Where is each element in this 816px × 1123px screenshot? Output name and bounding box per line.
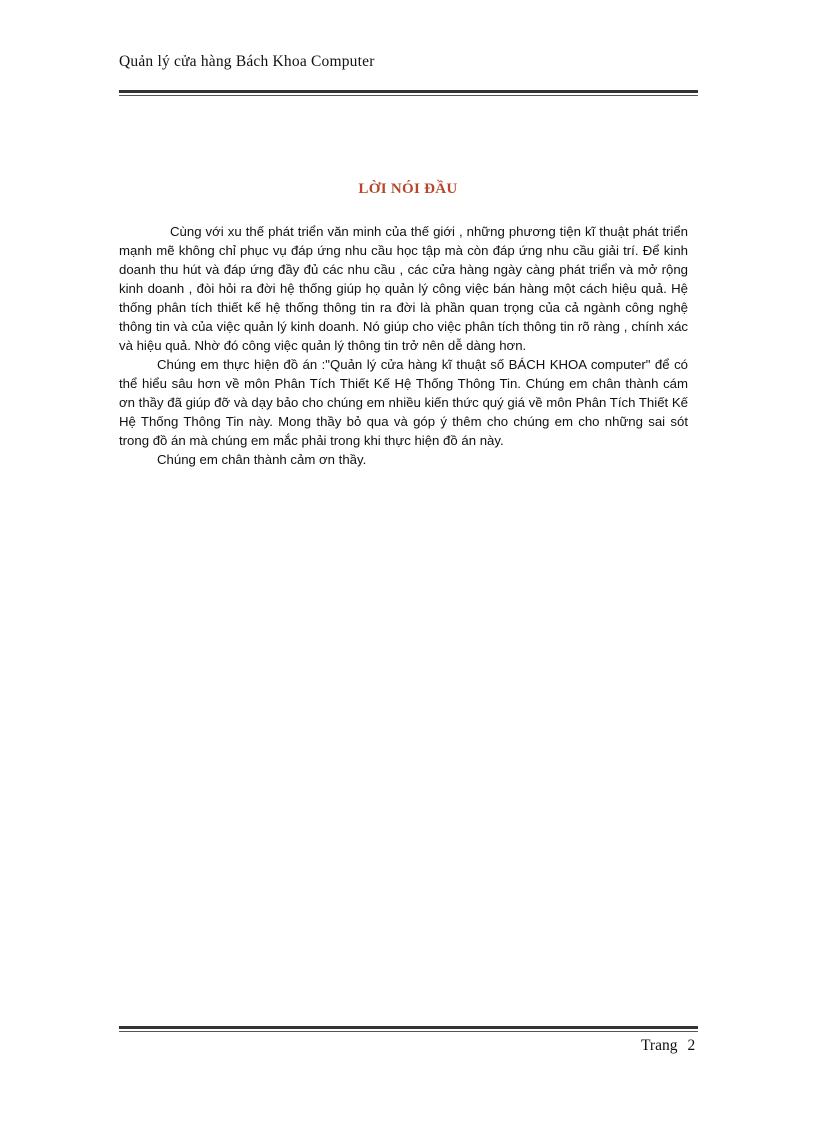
page-footer — [641, 1037, 695, 1055]
document-heading: LỜI NÓI ĐẦU — [358, 181, 458, 197]
footer-divider — [119, 1026, 698, 1032]
header-divider — [119, 90, 698, 96]
page-number: 2 — [687, 1037, 696, 1054]
paragraph: Cùng với xu thế phát triển văn minh của thế giới , những phương tiện kĩ thuật phát triển mạnh mẽ không chỉ phục vụ đáp ứng nhu cầu học tập mà còn đáp ứng nhu cầu giải trí. Để kinh doanh thu hút và đáp ứng đầy đủ các nhu cầu , các cửa hàng ngày càng phát triển và mở rộng kinh doanh , đòi hỏi ra đời hệ thống giúp họ quản lý công việc bán hàng một cách hiệu quả. Hệ thống phân tích thiết kế hệ thống thông tin ra đời là phần quan trọng của cả ngành công nghệ thông tin và của việc quản lý kinh doanh. Nó giúp cho việc phân tích thông tin rõ ràng , chính xác và hiệu quả. Nhờ đó công việc quản lý thông tin trở nên dễ dàng hơn. — [119, 224, 688, 353]
footer-page-label: Trang — [641, 1037, 678, 1054]
paragraph: Chúng em chân thành cảm ơn thầy. — [157, 452, 367, 467]
page-header-title: Quản lý cửa hàng Bách Khoa Computer — [119, 53, 375, 70]
document-body — [119, 222, 688, 469]
paragraph: Chúng em thực hiện đồ án :"Quản lý cửa hàng kĩ thuật số BÁCH KHOA computer" để có thể hiểu sâu hơn về môn Phân Tích Thiết Kế Hệ Thống Thông Tin. Chúng em chân thành cám ơn thầy đã giúp đỡ và dạy bảo cho chúng em nhiều kiến thức quý giá về môn Phân Tích Thiết Kế Hệ Thống Thông Tin này. Mong thầy bỏ qua và góp ý thêm cho chúng em cho những sai sót trong đồ án mà chúng em mắc phải trong khi thực hiện đồ án này. — [119, 357, 688, 448]
